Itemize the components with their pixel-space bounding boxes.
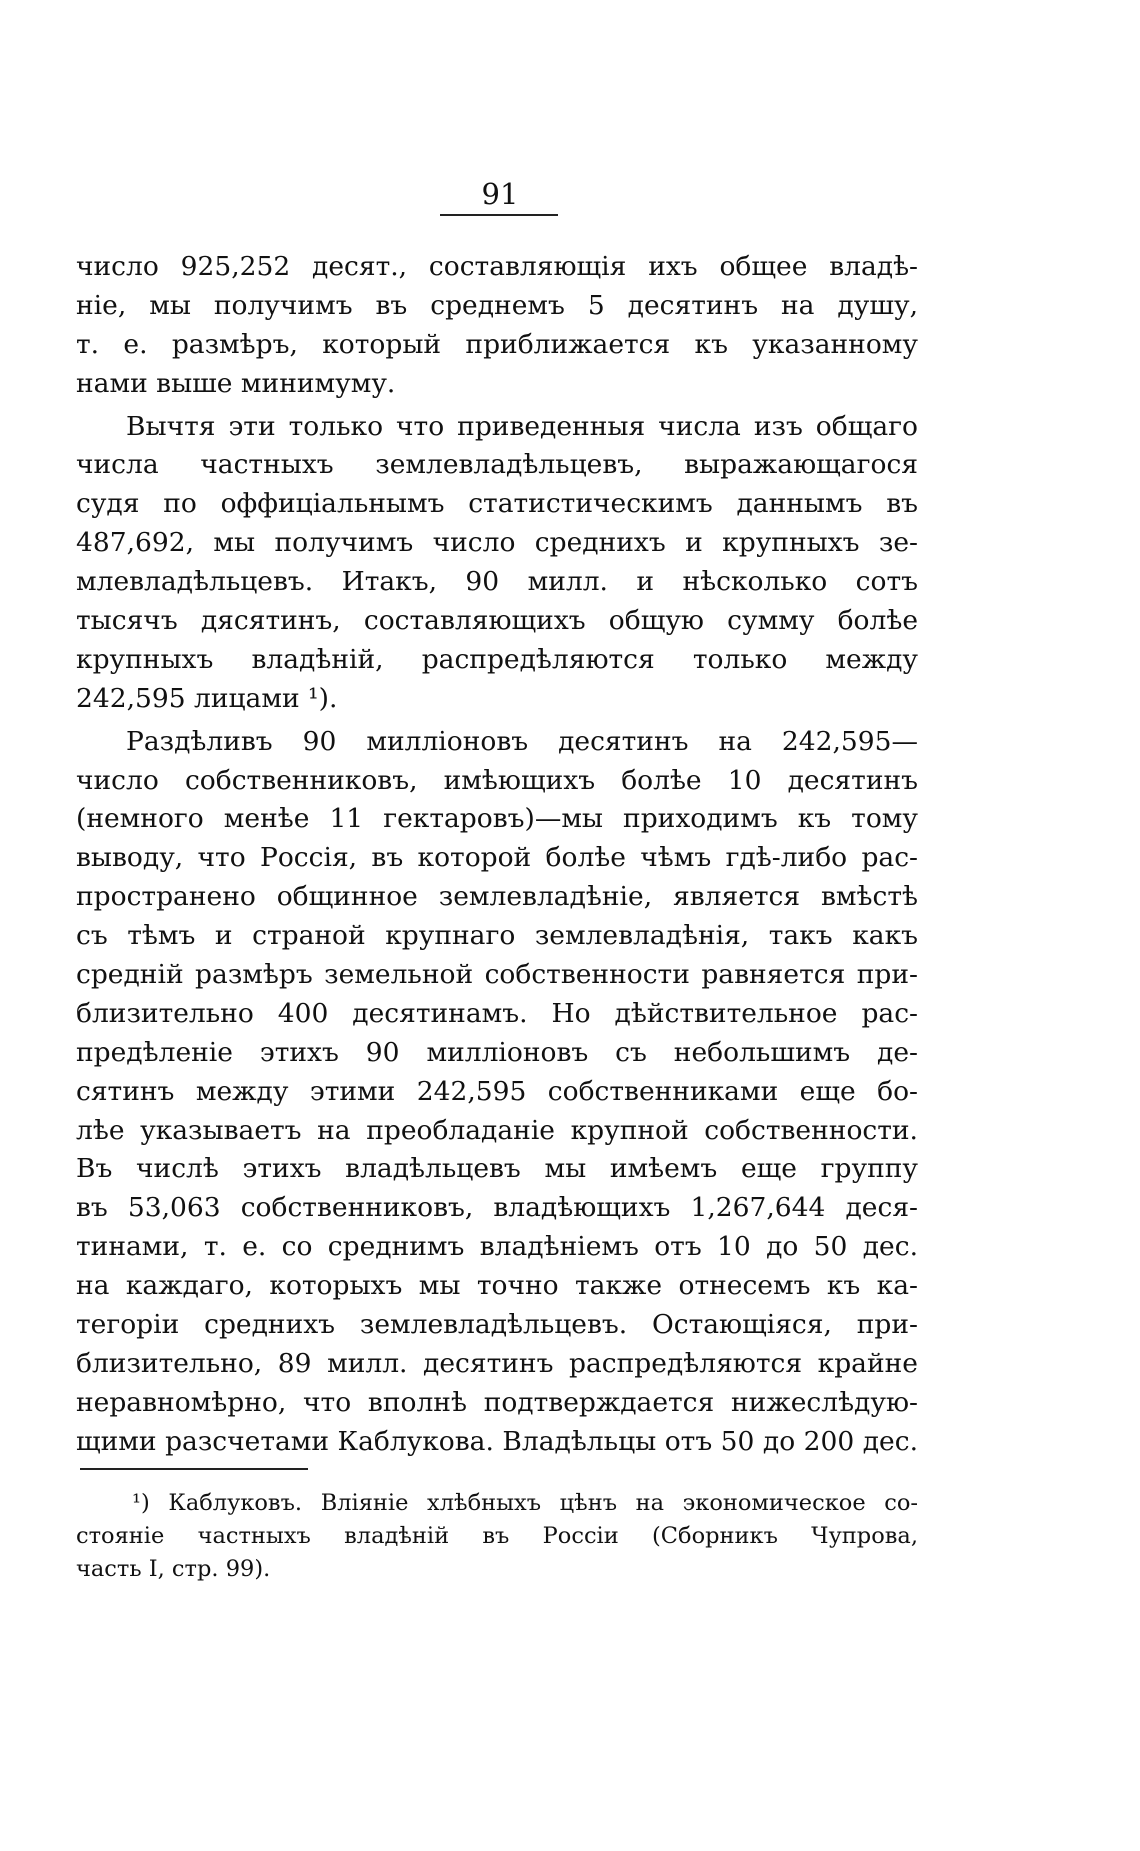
footnote-line: ¹) Каблуковъ. Вліяніе хлѣбныхъ цѣнъ на экономическое со- xyxy=(132,1490,918,1516)
text-line: млевладѣльцевъ. Итакъ, 90 милл. и нѣсколько сотъ xyxy=(76,566,918,598)
text-line: Раздѣливъ 90 милліоновъ десятинъ на 242,595— xyxy=(126,725,918,757)
body-text xyxy=(76,248,918,1462)
page-number: 91 xyxy=(481,177,519,211)
text-line: числа частныхъ землевладѣльцевъ, выражающагося xyxy=(76,449,918,481)
paragraph-1 xyxy=(76,248,918,404)
text-line: сятинъ между этими 242,595 собственниками еще бо- xyxy=(76,1075,918,1107)
footnote-rule xyxy=(80,1468,308,1470)
text-line: ніе, мы получимъ въ среднемъ 5 десятинъ на душу, xyxy=(76,289,918,321)
text-line: пространено общинное землевладѣніе, является вмѣстѣ xyxy=(76,881,918,913)
text-line: предѣленіе этихъ 90 милліоновъ съ небольшимъ де- xyxy=(76,1036,918,1068)
text-line: т. е. размѣръ, который приближается къ указанному xyxy=(76,328,918,360)
footnote-line: часть I, стр. 99). xyxy=(76,1556,271,1582)
text-line: нами выше минимуму. xyxy=(76,367,396,399)
text-line: близительно, 89 милл. десятинъ распредѣляются крайне xyxy=(76,1347,918,1379)
text-line: на каждаго, которыхъ мы точно также отнесемъ къ ка- xyxy=(76,1270,918,1302)
text-line: (немного менѣе 11 гектаровъ)—мы приходимъ къ тому xyxy=(76,803,918,835)
text-line: крупныхъ владѣній, распредѣляются только между xyxy=(76,643,918,675)
text-line: щими разсчетами Каблукова. Владѣльцы отъ 50 до 200 дес. xyxy=(76,1425,918,1457)
text-line: судя по оффиціальнымъ статистическимъ даннымъ въ xyxy=(76,488,918,520)
text-line: неравномѣрно, что вполнѣ подтверждается нижеслѣдую- xyxy=(76,1386,918,1418)
text-line: Вычтя эти только что приведенныя числа изъ общаго xyxy=(126,410,918,442)
text-line: въ 53,063 собственниковъ, владѣющихъ 1,267,644 деся- xyxy=(76,1192,918,1224)
text-line: тысячъ дясятинъ, составляющихъ общую сумму болѣе xyxy=(76,605,918,637)
text-line: лѣе указываетъ на преобладаніе крупной собственности. xyxy=(76,1114,918,1146)
footnote xyxy=(76,1487,918,1586)
footnote-line: стояніе частныхъ владѣній въ Россіи (Сборникъ Чупрова, xyxy=(76,1523,918,1549)
text-line: выводу, что Россія, въ которой болѣе чѣмъ гдѣ-либо рас- xyxy=(76,842,918,874)
text-line: близительно 400 десятинамъ. Но дѣйствительное рас- xyxy=(76,997,918,1029)
text-line: средній размѣръ земельной собственности равняется при- xyxy=(76,959,918,991)
text-line: тегоріи среднихъ землевладѣльцевъ. Остающіяся, при- xyxy=(76,1309,918,1341)
text-line: съ тѣмъ и страной крупнаго землевладѣнія, такъ какъ xyxy=(76,920,918,952)
text-line: 242,595 лицами ¹). xyxy=(76,682,338,714)
paragraph-2 xyxy=(76,408,918,719)
page-number-rule xyxy=(440,214,558,216)
text-line: Въ числѣ этихъ владѣльцевъ мы имѣемъ еще группу xyxy=(76,1153,918,1185)
paragraph-3 xyxy=(76,723,918,1462)
text-line: тинами, т. е. со среднимъ владѣніемъ отъ 10 до 50 дес. xyxy=(76,1231,918,1263)
text-line: число собственниковъ, имѣющихъ болѣе 10 десятинъ xyxy=(76,764,918,796)
text-line: 487,692, мы получимъ число среднихъ и крупныхъ зе- xyxy=(76,527,918,559)
text-line: число 925,252 десят., составляющія ихъ общее владѣ- xyxy=(76,251,918,282)
